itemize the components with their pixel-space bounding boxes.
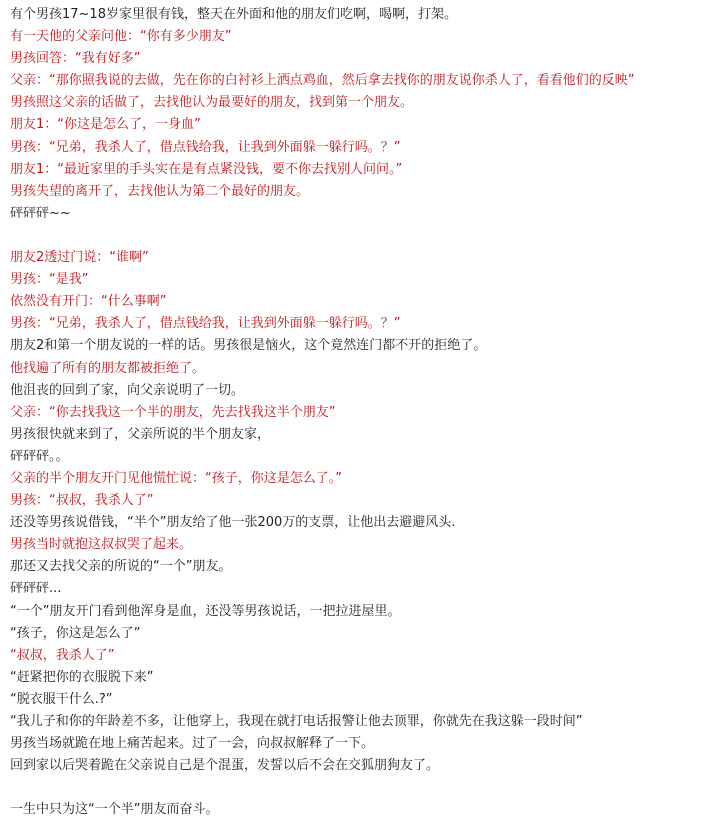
blank-line [10, 225, 700, 247]
story-line: 男孩：“叔叔，我杀人了” [10, 493, 154, 509]
story-line: 男孩当时就抱这叔叔哭了起来。 [10, 537, 193, 553]
story-line: 男孩回答：“我有好多” [10, 51, 141, 67]
story-line: 男孩当场就跪在地上痛苦起来。过了一会，向叔叔解释了一下。 [10, 736, 375, 752]
story-line: 父亲：“那你照我说的去做，先在你的白衬衫上洒点鸡血，然后拿去找你的朋友说你杀人了，看看他们的反映” [10, 73, 635, 89]
story-line: 父亲的半个朋友开门见他慌忙说：“孩子，你这是怎么了。” [10, 470, 342, 486]
story-line: 父亲：“你去找我这一个半的朋友，先去找我这半个朋友” [10, 404, 336, 420]
story-line: “赶紧把你的衣服脱下来” [10, 669, 154, 685]
story-line: 朋友2和第一个朋友说的一样的话。男孩很是恼火，这个竟然连门都不开的拒绝了。 [10, 338, 487, 354]
story-line: 一生中只为这“一个半”朋友而奋斗。 [10, 802, 219, 818]
blank-line [10, 777, 700, 799]
story-line: 砰砰砰~~ [10, 205, 71, 221]
story-line: 砰砰砰... [10, 581, 62, 597]
story-line: 朋友2透过门说：“谁啊” [10, 250, 149, 266]
story-line: “一个”朋友开门看到他浑身是血，还没等男孩说话，一把拉进屋里。 [10, 603, 401, 619]
story-line: “叔叔，我杀人了” [10, 647, 115, 663]
story-line: 他找遍了所有的朋友都被拒绝了。 [10, 360, 206, 376]
story-line: 男孩照这父亲的话做了，去找他认为最要好的朋友，找到第一个朋友。 [10, 95, 414, 111]
story-line: 有个男孩17~18岁家里很有钱，整天在外面和他的朋友们吃啊，喝啊，打架。 [10, 7, 457, 22]
story-line: 有一天他的父亲问他：“你有多少朋友” [10, 29, 232, 45]
story-line: 男孩：“兄弟，我杀人了，借点钱给我，让我到外面躲一躲行吗。？” [10, 316, 401, 332]
story-line: 朋友1：“你这是怎么了，一身血” [10, 117, 201, 133]
story-text [10, 4, 700, 821]
story-line: 男孩很快就来到了，父亲所说的半个朋友家， [10, 426, 271, 442]
story-line: 砰砰砰。。 [10, 448, 69, 464]
story-line: 男孩：“兄弟，我杀人了，借点钱给我，让我到外面躲一躲行吗。？” [10, 139, 401, 155]
story-line: 那还又去找父亲的所说的“一个”朋友。 [10, 559, 232, 575]
story-line: 回到家以后哭着跪在父亲说自己是个混蛋，发誓以后不会在交狐朋狗友了。 [10, 758, 440, 774]
story-line: 朋友1：“最近家里的手头实在是有点紧没钱，要不你去找别人问问。” [10, 161, 403, 177]
story-line: 他沮丧的回到了家，向父亲说明了一切。 [10, 382, 245, 398]
story-line: “脱衣服干什么.?” [10, 691, 113, 707]
story-line: 还没等男孩说借钱，“半个”朋友给了他一张200万的支票，让他出去避避风头. [10, 515, 456, 531]
story-line: “孩子，你这是怎么了” [10, 625, 141, 641]
story-line: 依然没有开门：“什么事啊” [10, 294, 167, 310]
story-line: 男孩：“是我” [10, 272, 89, 288]
story-line: “我儿子和你的年龄差不多，让他穿上，我现在就打电话报警让他去顶罪，你就先在我这躲一段时间” [10, 714, 583, 729]
story-line: 男孩失望的离开了，去找他认为第二个最好的朋友。 [10, 183, 310, 199]
